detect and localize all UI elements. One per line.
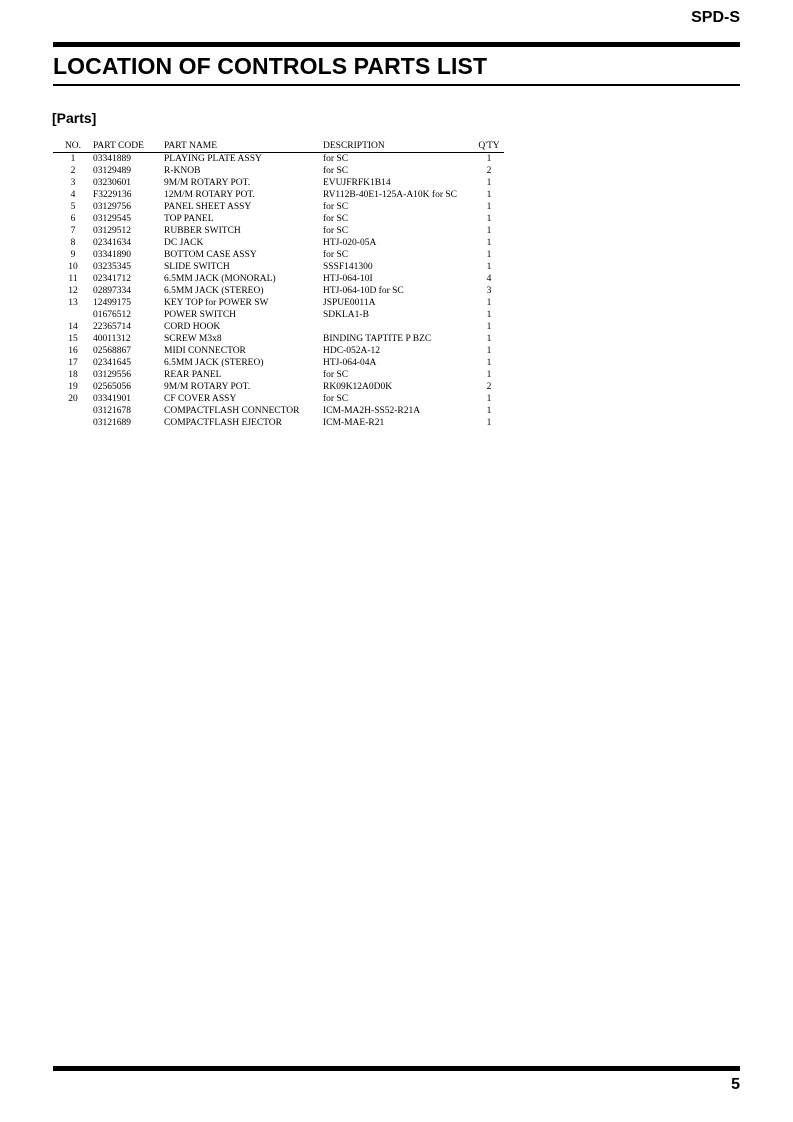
cell-description: BINDING TAPTITE P BZC xyxy=(323,334,432,344)
cell-part-code: 03121689 xyxy=(93,418,131,428)
table-row xyxy=(53,417,504,429)
cell-part-code: 12499175 xyxy=(93,298,131,308)
cell-qty: 2 xyxy=(486,166,492,176)
cell-part-code: 03129756 xyxy=(93,202,131,212)
cell-qty: 1 xyxy=(486,190,492,200)
cell-description: for SC xyxy=(323,166,349,176)
model-name: SPD-S xyxy=(691,9,740,26)
cell-qty: 1 xyxy=(486,322,492,332)
cell-no: 8 xyxy=(70,238,76,248)
cell-part-name: PLAYING PLATE ASSY xyxy=(164,154,262,164)
cell-part-code: 03129489 xyxy=(93,166,131,176)
col-header-part-code: PART CODE xyxy=(93,140,164,153)
cell-no: 16 xyxy=(68,346,78,356)
cell-part-code: 03341890 xyxy=(93,250,131,260)
cell-qty: 1 xyxy=(486,214,492,224)
cell-part-code: 03341901 xyxy=(93,394,131,404)
cell-qty: 1 xyxy=(486,250,492,260)
cell-description: for SC xyxy=(323,370,349,380)
col-header-description: DESCRIPTION xyxy=(323,140,474,153)
cell-qty: 2 xyxy=(486,382,492,392)
table-row xyxy=(53,285,504,297)
cell-part-name: 9M/M ROTARY POT. xyxy=(164,178,251,188)
cell-part-code: 03129545 xyxy=(93,214,131,224)
cell-part-code: 03230601 xyxy=(93,178,131,188)
table-row xyxy=(53,273,504,285)
table-row xyxy=(53,165,504,177)
table-row xyxy=(53,333,504,345)
footer-rule xyxy=(53,1066,740,1071)
cell-no: 4 xyxy=(70,190,76,200)
table-row xyxy=(53,213,504,225)
table-row xyxy=(53,369,504,381)
cell-qty: 1 xyxy=(486,310,492,320)
col-header-qty: Q'TY xyxy=(474,140,504,153)
cell-part-name: 6.5MM JACK (STEREO) xyxy=(164,286,264,296)
cell-description: for SC xyxy=(323,226,349,236)
cell-part-name: CORD HOOK xyxy=(164,322,221,332)
cell-part-code: F3229136 xyxy=(93,190,132,200)
cell-description: ICM-MA2H-SS52-R21A xyxy=(323,406,421,416)
table-row xyxy=(53,405,504,417)
cell-no: 1 xyxy=(70,154,76,164)
cell-part-code: 03129556 xyxy=(93,370,131,380)
cell-part-name: MIDI CONNECTOR xyxy=(164,346,246,356)
section-heading: [Parts] xyxy=(52,110,97,126)
cell-part-name: 6.5MM JACK (MONORAL) xyxy=(164,274,276,284)
cell-part-code: 03235345 xyxy=(93,262,131,272)
table-row xyxy=(53,393,504,405)
table-row xyxy=(53,249,504,261)
cell-qty: 1 xyxy=(486,394,492,404)
cell-qty: 1 xyxy=(486,346,492,356)
cell-description: for SC xyxy=(323,214,349,224)
cell-no: 5 xyxy=(70,202,76,212)
cell-part-name: RUBBER SWITCH xyxy=(164,226,241,236)
cell-description: for SC xyxy=(323,154,349,164)
cell-description: RV112B-40E1-125A-A10K for SC xyxy=(323,190,457,200)
cell-no: 3 xyxy=(70,178,76,188)
cell-qty: 1 xyxy=(486,154,492,164)
cell-part-code: 01676512 xyxy=(93,310,131,320)
cell-part-name: COMPACTFLASH EJECTOR xyxy=(164,418,282,428)
title-underline xyxy=(53,84,740,86)
cell-description: EVUJFRFK1B14 xyxy=(323,178,391,188)
header-row xyxy=(53,140,504,153)
cell-no: 17 xyxy=(68,358,78,368)
header-rule xyxy=(53,42,740,47)
cell-qty: 1 xyxy=(486,262,492,272)
cell-part-name: TOP PANEL xyxy=(164,214,214,224)
col-header-part-name: PART NAME xyxy=(164,140,323,153)
cell-part-code: 22365714 xyxy=(93,322,131,332)
cell-description: HTJ-020-05A xyxy=(323,238,377,248)
cell-qty: 1 xyxy=(486,370,492,380)
cell-description: RK09K12A0D0K xyxy=(323,382,393,392)
cell-description: HTJ-064-10D for SC xyxy=(323,286,404,296)
cell-no xyxy=(53,417,93,429)
cell-description: JSPUE0011A xyxy=(323,298,376,308)
table-row xyxy=(53,345,504,357)
table-row xyxy=(53,309,504,321)
cell-qty: 1 xyxy=(486,406,492,416)
cell-no xyxy=(53,309,93,321)
cell-description: ICM-MAE-R21 xyxy=(323,418,385,428)
cell-part-name: CF COVER ASSY xyxy=(164,394,237,404)
cell-part-name: POWER SWITCH xyxy=(164,310,237,320)
cell-description: for SC xyxy=(323,394,349,404)
cell-description: SSSF141300 xyxy=(323,262,373,272)
cell-part-name: 6.5MM JACK (STEREO) xyxy=(164,358,264,368)
cell-description: HDC-052A-12 xyxy=(323,346,380,356)
cell-part-code: 02341634 xyxy=(93,238,131,248)
cell-part-code: 03341889 xyxy=(93,154,131,164)
cell-no: 6 xyxy=(70,214,76,224)
cell-part-code: 02341645 xyxy=(93,358,131,368)
cell-part-name: SCREW M3x8 xyxy=(164,334,222,344)
parts-table-header xyxy=(53,140,504,153)
cell-part-name: SLIDE SWITCH xyxy=(164,262,230,272)
cell-part-name: 9M/M ROTARY POT. xyxy=(164,382,251,392)
page-title: LOCATION OF CONTROLS PARTS LIST xyxy=(53,53,488,79)
table-row xyxy=(53,153,504,166)
cell-qty: 1 xyxy=(486,226,492,236)
cell-qty: 1 xyxy=(486,178,492,188)
cell-description: for SC xyxy=(323,250,349,260)
table-row xyxy=(53,261,504,273)
cell-part-name: COMPACTFLASH CONNECTOR xyxy=(164,406,300,416)
col-header-no: NO. xyxy=(53,140,93,153)
table-row xyxy=(53,381,504,393)
cell-part-name: DC JACK xyxy=(164,238,204,248)
parts-table-body xyxy=(53,153,504,430)
page-number: 5 xyxy=(731,1076,740,1093)
cell-qty: 3 xyxy=(486,286,492,296)
cell-no: 11 xyxy=(68,274,78,284)
cell-part-code: 02568867 xyxy=(93,346,131,356)
cell-part-code: 02565056 xyxy=(93,382,131,392)
cell-part-code: 02897334 xyxy=(93,286,131,296)
table-row xyxy=(53,189,504,201)
cell-part-code: 03129512 xyxy=(93,226,131,236)
cell-qty: 1 xyxy=(486,334,492,344)
cell-qty: 1 xyxy=(486,358,492,368)
cell-part-name: BOTTOM CASE ASSY xyxy=(164,250,257,260)
cell-no: 10 xyxy=(68,262,78,272)
cell-part-code: 03121678 xyxy=(93,406,131,416)
cell-no: 19 xyxy=(68,382,78,392)
cell-part-code: 40011312 xyxy=(93,334,131,344)
cell-part-name: R-KNOB xyxy=(164,166,201,176)
cell-qty: 1 xyxy=(486,202,492,212)
cell-part-name: KEY TOP for POWER SW xyxy=(164,298,269,308)
cell-qty: 1 xyxy=(486,298,492,308)
cell-description: SDKLA1-B xyxy=(323,310,369,320)
cell-qty: 1 xyxy=(486,238,492,248)
cell-description: HTJ-064-10I xyxy=(323,274,373,284)
table-row xyxy=(53,297,504,309)
cell-part-name: 12M/M ROTARY POT. xyxy=(164,190,255,200)
cell-part-code: 02341712 xyxy=(93,274,131,284)
table-row xyxy=(53,237,504,249)
cell-description: HTJ-064-04A xyxy=(323,358,377,368)
cell-no: 20 xyxy=(68,394,78,404)
cell-no: 15 xyxy=(68,334,78,344)
cell-no: 14 xyxy=(68,322,78,332)
cell-description xyxy=(323,321,474,333)
cell-no: 7 xyxy=(70,226,76,236)
cell-description: for SC xyxy=(323,202,349,212)
table-row xyxy=(53,225,504,237)
parts-table xyxy=(53,140,504,429)
cell-part-name: PANEL SHEET ASSY xyxy=(164,202,252,212)
cell-no: 18 xyxy=(68,370,78,380)
table-row xyxy=(53,201,504,213)
cell-qty: 1 xyxy=(486,418,492,428)
cell-no xyxy=(53,405,93,417)
cell-qty: 4 xyxy=(486,274,492,284)
table-row xyxy=(53,321,504,333)
table-row xyxy=(53,177,504,189)
cell-no: 9 xyxy=(70,250,76,260)
cell-part-name: REAR PANEL xyxy=(164,370,222,380)
cell-no: 2 xyxy=(70,166,76,176)
cell-no: 13 xyxy=(68,298,78,308)
cell-no: 12 xyxy=(68,286,78,296)
table-row xyxy=(53,357,504,369)
